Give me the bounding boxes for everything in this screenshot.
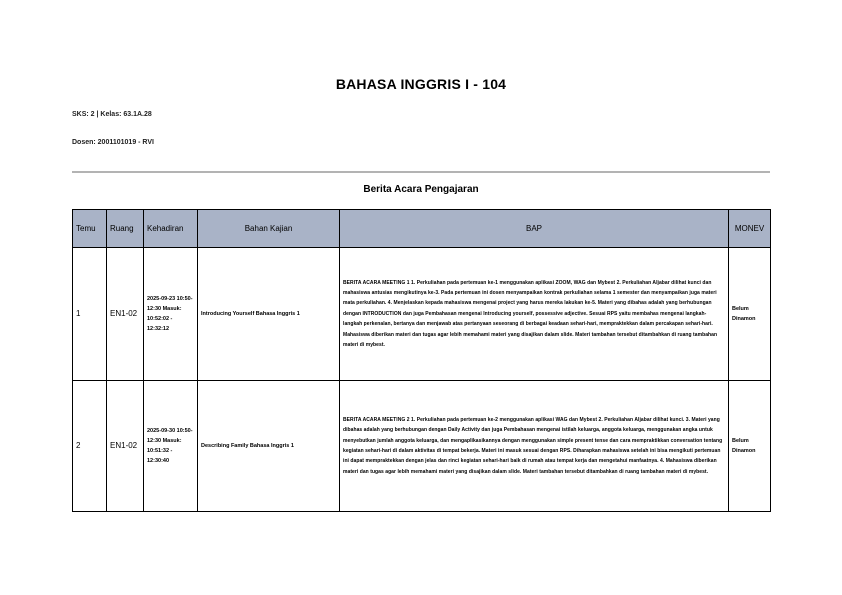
table-header-row [73,210,771,248]
sks-kelas-info: SKS: 2 | Kelas: 63.1A.28 [72,111,152,118]
divider [72,171,770,173]
bap-table [72,209,771,512]
section-title: Berita Acara Pengajaran [363,184,479,195]
cell-kehadiran: 2025-09-30 10:50-12:30 Masuk: 10:51:32 - 12:30:40 [144,381,198,512]
page-title: BAHASA INGGRIS I - 104 [335,76,507,92]
cell-bap: BERITA ACARA MEETING 2 1. Perkuliahan pada pertemuan ke-2 menggunakan aplikasi WAG dan Mybest 2. Perkuliahan Aljabar dilihat kunci. 3. Materi yang dibahas adalah yang berhubungan dengan Daily Activity dan juga Pembahasan mengenai istilah keluarga, anggota keluarga, menggunakan angka untuk menyebutkan jumlah anggota keluarga, dan mengaplikasikannya dengan menggunakan simple present tense dan cara mempraktikkan conversation tentang kegiatan sehari-hari di dalam aktivitas di tempat bekerja. Materi ini masuk sesuai dengan RPS. Diharapkan mahasiswa setelah ini bisa mengikuti pertemuan ini dapat mempraktekkan dengan jelas dan rinci kegiatan sehari-hari baik di rumah atau tempat kerja dan mengetahui manfaatnya. 4. Mahasiswa diberikan materi dan tugas agar lebih memahami materi yang disajikan dalam slide. Materi tambahan tersebut ditambahkan di ruang tambahan materi di mybest. [340,381,729,512]
header-ruang: Ruang [107,210,144,248]
header-bahan-kajian: Bahan Kajian [198,210,340,248]
cell-ruang: EN1-02 [107,248,144,381]
cell-ruang: EN1-02 [107,381,144,512]
cell-temu: 1 [73,248,107,381]
cell-bap: BERITA ACARA MEETING 1 1. Perkuliahan pada pertemuan ke-1 menggunakan aplikasi ZOOM, WAG dan Mybest 2. Perkuliahan Aljabar dilihat kunci dan mahasiswa antusias mengikutinya ke-3. Pada pertemuan ini dosen menyampaikan kontrak perkuliahan selama 1 semester dan menyampaikan juga materi mata perkuliahan. 4. Menjelaskan kepada mahasiswa mengenai project yang harus mereka lakukan ke-5. Materi yang dibahas adalah yang berhubungan dengan INTRODUCTION dan juga Pembahasan mengenai Introducing yourself, possessive adjective. Sesuai RPS yaitu membahas mengenai langkah-langkah perkenalan, bertanya dan menjawab atas pertanyaan seseorang di berbagai keadaan sehari-hari, mempraktekkan dalam percakapan sehari-hari. Mahasiswa diberikan materi dan tugas agar lebih memahami materi yang disajikan dalam slide. Materi tambahan tersebut ditambahkan di ruang tambahan materi di mybest. [340,248,729,381]
dosen-info: Dosen: 2001101019 - RVI [72,139,154,146]
header-monev: MONEV [729,210,771,248]
header-kehadiran: Kehadiran [144,210,198,248]
cell-kehadiran: 2025-09-23 10:50-12:30 Masuk: 10:52:02 - 12:32:12 [144,248,198,381]
cell-bahan-kajian: Describing Family Bahasa Inggris 1 [198,381,340,512]
cell-monev: Belum Dinamon [729,248,771,381]
cell-temu: 2 [73,381,107,512]
cell-monev: Belum Dinamon [729,381,771,512]
table-row [73,381,771,512]
cell-bahan-kajian: Introducing Yourself Bahasa Inggris 1 [198,248,340,381]
header-bap: BAP [340,210,729,248]
table-row [73,248,771,381]
header-temu: Temu [73,210,107,248]
